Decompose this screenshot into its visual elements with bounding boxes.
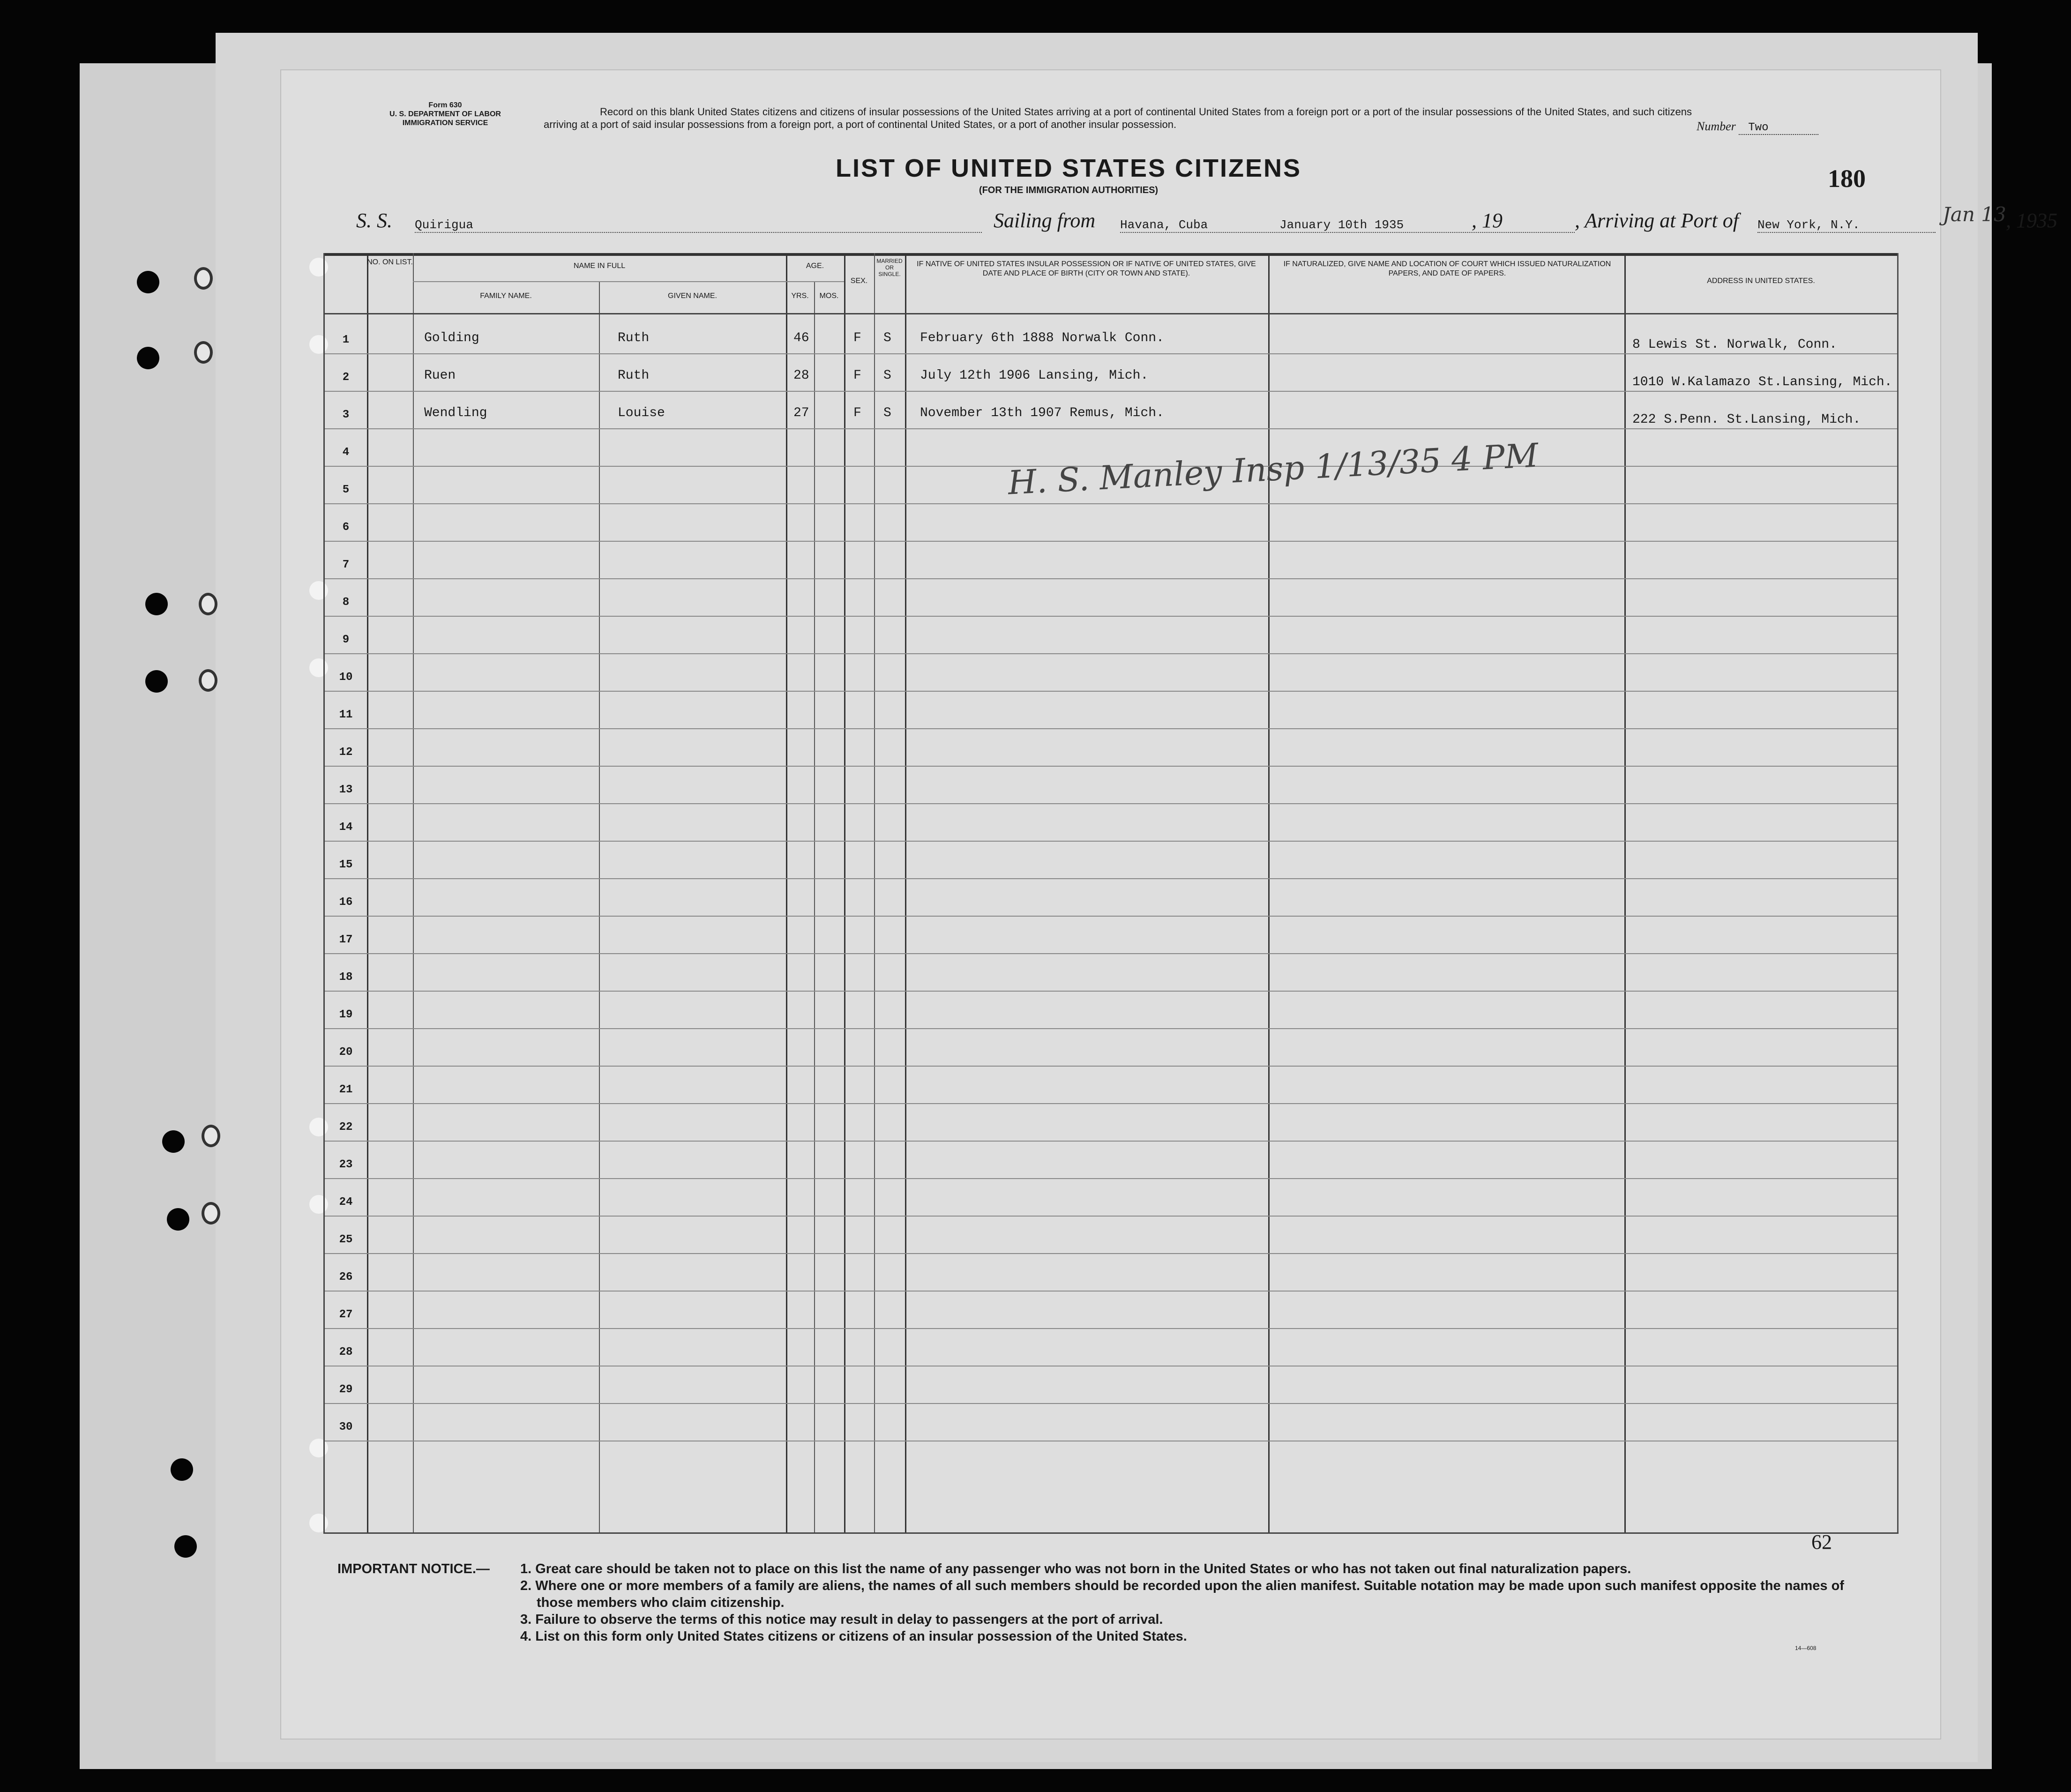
page-number: 180 [1828,164,1866,193]
row-rule [325,766,1897,767]
header-family-name: FAMILY NAME. [480,292,532,300]
header-birth: IF NATIVE OF UNITED STATES INSULAR POSSESSION OR IF NATIVE OF UNITED STATES, GIVE DATE AND PLACE OF BIRTH (CITY OR TOWN AND STATE). [917,260,1256,277]
binder-hole [199,669,217,692]
notice-heading: IMPORTANT NOTICE.— [337,1561,490,1576]
row-number: 18 [339,971,353,984]
number-value: Two [1739,121,1818,135]
row-number: 12 [339,746,353,759]
form-identifier [333,101,558,127]
row-rule [325,616,1897,617]
header-subrule [413,281,844,282]
binder-hole [137,347,159,369]
column-rule [874,253,875,1532]
passenger-table [323,253,1899,1534]
form-code: 14—608 [1795,1645,1817,1651]
header-age: AGE. [806,262,824,270]
binder-hole [194,267,213,290]
sailing-label: Sailing from [994,209,1096,232]
status-cell: S [883,406,891,420]
binder-hole [202,1202,220,1225]
sailing-from: Havana, Cuba [1120,218,1565,233]
row-rule [325,541,1897,542]
column-rule [367,253,368,1532]
row-number: 15 [339,859,353,871]
header-yrs: YRS. [791,292,809,300]
row-rule [325,653,1897,654]
column-rule [413,253,414,1532]
column-rule [1268,253,1270,1532]
age-cell: 27 [793,406,809,420]
row-number: 17 [339,933,353,946]
row-rule [325,503,1897,504]
ss-label: S. S. [356,209,392,232]
row-rule [325,1253,1897,1254]
address-cell: 1010 W.Kalamazo St.Lansing, Mich. [1632,375,1892,389]
year-blank [1514,218,1575,233]
notice-item: 2. Where one or more members of a family are aliens, the names of all such members should be recorded upon the alien manifest. Suitable notation may be made upon such manifest opposite the names of those members who claim citizenship. [520,1578,1844,1610]
row-rule [325,353,1897,354]
row-number: 27 [339,1308,353,1321]
row-rule [325,1103,1897,1104]
column-rule [599,281,600,1532]
header-married: MARRIED OR SINGLE. [876,258,903,277]
header-naturalized: IF NATURALIZED, GIVE NAME AND LOCATION OF COURT WHICH ISSUED NATURALIZATION PAPERS, AND DATE OF PAPERS. [1283,260,1611,277]
column-rule [844,253,845,1532]
header-mos: MOS. [819,292,839,300]
status-cell: S [883,331,891,345]
given-name-cell: Louise [618,406,665,420]
row-number: 7 [342,559,350,571]
form-number: Form 630 [428,101,462,109]
row-rule [325,728,1897,729]
column-rule [905,253,906,1532]
department-name: U. S. DEPARTMENT OF LABOR [389,110,501,118]
family-name-cell: Ruen [424,368,456,383]
row-rule [325,803,1897,804]
header-sex: SEX. [850,277,868,285]
header-given-name: GIVEN NAME. [668,292,717,300]
row-number: 1 [342,334,350,346]
binder-hole [162,1130,185,1153]
row-rule [325,1141,1897,1142]
row-number: 9 [342,634,350,646]
status-cell: S [883,368,891,383]
given-name-cell: Ruth [618,368,650,383]
row-number: 10 [339,671,353,684]
sex-cell: F [853,368,861,383]
row-rule [325,578,1897,579]
document-title: LIST OF UNITED STATES CITIZENS [836,154,1301,182]
header-no: NO. ON LIST. [367,258,413,266]
row-number: 22 [339,1121,353,1134]
row-rule [325,691,1897,692]
row-number: 3 [342,409,350,421]
header-name-in-full: NAME IN FULL [573,262,626,270]
binder-hole [199,593,217,615]
binder-hole [145,670,168,693]
header-address: ADDRESS IN UNITED STATES. [1707,277,1815,285]
binder-hole [171,1458,193,1481]
form-instructions: Record on this blank United States citizens and citizens of insular possessions of the United States arriving at a port of continental United States from a foreign port or a port of the insular possessions of the United States, and such citizens arriving at a port of said insular possessions from a foreign port, a port of continental United States, or a port of another insular possession. [544,106,1692,130]
birth-cell: November 13th 1907 Remus, Mich. [920,406,1164,420]
row-rule [325,841,1897,842]
row-number: 28 [339,1346,353,1359]
family-name-cell: Golding [424,331,479,345]
notice-list [520,1561,1879,1645]
notice-item: 3. Failure to observe the terms of this notice may result in delay to passengers at the port of arrival. [520,1612,1163,1627]
row-rule [325,953,1897,954]
row-number: 20 [339,1046,353,1059]
row-number: 29 [339,1383,353,1396]
ship-name: Quirigua [415,218,982,233]
binder-hole [145,593,168,615]
row-rule [325,1216,1897,1217]
row-rule [325,428,1897,429]
row-number: 21 [339,1083,353,1096]
arriving-port: New York, N.Y. [1757,218,1936,233]
binder-hole [194,341,213,364]
row-number: 24 [339,1196,353,1209]
row-rule [325,1066,1897,1067]
number-label: Number [1697,119,1736,133]
row-rule [325,1291,1897,1292]
address-cell: 8 Lewis St. Norwalk, Conn. [1632,337,1837,352]
row-number: 14 [339,821,353,834]
document-subtitle: (FOR THE IMMIGRATION AUTHORITIES) [979,185,1159,195]
row-number: 19 [339,1008,353,1021]
table-top-rule [325,253,1897,256]
arrival-date: Jan 13 [1943,203,2006,226]
voyage-line [356,203,2057,237]
binder-hole [174,1535,197,1558]
given-name-cell: Ruth [618,331,650,345]
birth-cell: July 12th 1906 Lansing, Mich. [920,368,1149,383]
service-name: IMMIGRATION SERVICE [402,119,488,127]
column-rule [1898,253,1899,1532]
notice-item: 4. List on this form only United States citizens or citizens of an insular possession of the United States. [520,1629,1187,1644]
birth-cell: February 6th 1888 Norwalk Conn. [920,331,1164,345]
year-prefix: , 19 [1472,209,1503,232]
row-number: 5 [342,484,350,496]
header-bottom-rule [325,313,1897,314]
row-number: 11 [339,709,353,721]
address-cell: 222 S.Penn. St.Lansing, Mich. [1632,412,1861,427]
column-rule [814,281,815,1532]
row-number: 13 [339,784,353,796]
row-number: 2 [342,371,350,384]
row-number: 16 [339,896,353,909]
column-rule [786,253,787,1532]
binder-hole [137,271,159,293]
binder-hole [167,1208,189,1231]
binder-hole [202,1125,220,1147]
row-number: 23 [339,1158,353,1171]
sex-cell: F [853,331,861,345]
row-number: 6 [342,521,350,534]
row-rule [325,1178,1897,1179]
notice-item: 1. Great care should be taken not to place on this list the name of any passenger who was not born in the United States or who has not taken out final naturalization papers. [520,1561,1631,1576]
family-name-cell: Wendling [424,406,487,420]
inspector-signature: H. S. Manley Insp 1/13/35 4 PM [1007,436,1540,502]
age-cell: 28 [793,368,809,383]
sex-cell: F [853,406,861,420]
row-number: 30 [339,1421,353,1434]
row-rule [325,916,1897,917]
age-cell: 46 [793,331,809,345]
column-rule [1624,253,1626,1532]
row-number: 4 [342,446,350,459]
row-number: 25 [339,1233,353,1246]
row-rule [325,1403,1897,1404]
sailing-date: January 10th 1935 [1279,218,1404,232]
stamp-number: 62 [1811,1531,1832,1553]
arrival-year: , 1935 [2006,209,2057,232]
row-number: 8 [342,596,350,609]
row-rule [325,1328,1897,1329]
row-rule [325,391,1897,392]
row-rule [325,991,1897,992]
arriving-label: , Arriving at Port of [1575,209,1739,232]
list-number [1697,119,1818,135]
manifest-page [281,70,2057,1739]
row-number: 26 [339,1271,353,1284]
row-rule [325,1028,1897,1029]
row-rule [325,878,1897,879]
